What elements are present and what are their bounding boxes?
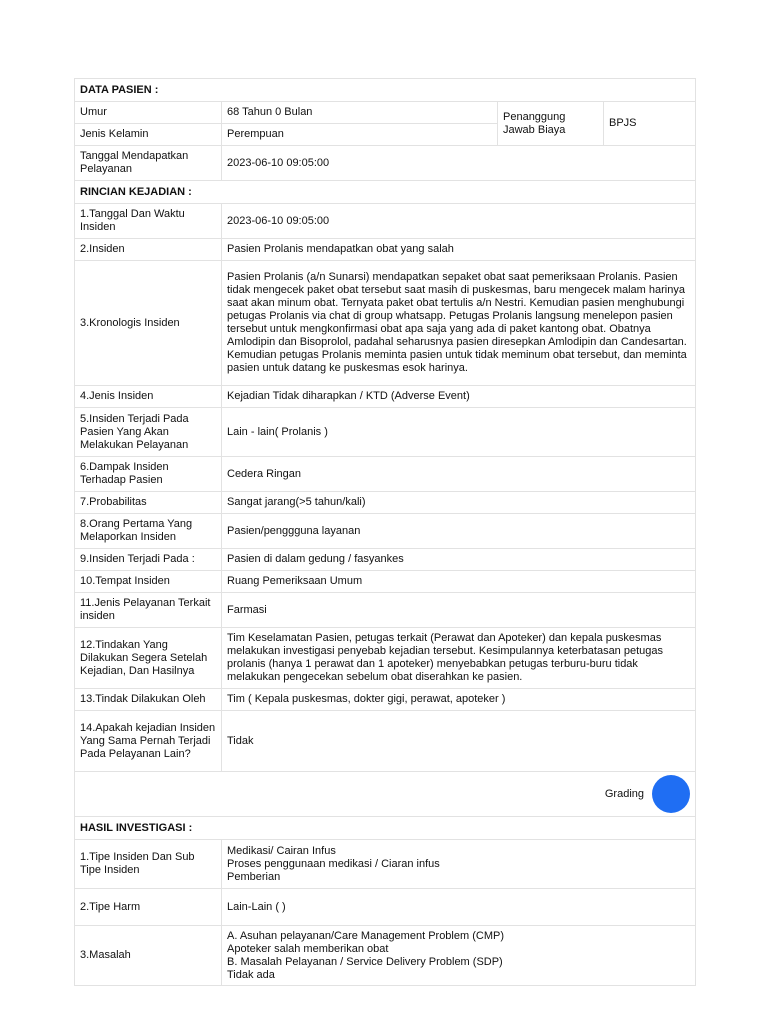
table-row xyxy=(75,571,696,593)
section-header-row xyxy=(75,817,696,840)
row-label: 5.Insiden Terjadi Pada Pasien Yang Akan Melakukan Pelayanan xyxy=(75,408,222,457)
row-label: 13.Tindak Dilakukan Oleh xyxy=(75,689,222,711)
table-row xyxy=(75,514,696,549)
row-value: Tidak xyxy=(222,711,696,772)
row-label: 2.Tipe Harm xyxy=(75,889,222,926)
row-label: 1.Tipe Insiden Dan Sub Tipe Insiden xyxy=(75,840,222,889)
row-value: Cedera Ringan xyxy=(222,457,696,492)
table-row xyxy=(75,889,696,926)
table-row xyxy=(75,457,696,492)
rincian-kejadian-header: RINCIAN KEJADIAN : xyxy=(75,181,696,204)
row-value: A. Asuhan pelayanan/Care Management Problem (CMP) Apoteker salah memberikan obat B. Masalah Pelayanan / Service Delivery Problem (SDP) Tidak ada xyxy=(222,926,696,986)
grading-row xyxy=(75,772,696,817)
row-label: 11.Jenis Pelayanan Terkait insiden xyxy=(75,593,222,628)
tanggal-pelayanan-value: 2023-06-10 09:05:00 xyxy=(222,146,696,181)
row-value: Medikasi/ Cairan Infus Proses penggunaan medikasi / Ciaran infus Pemberian xyxy=(222,840,696,889)
row-label: 1.Tanggal Dan Waktu Insiden xyxy=(75,204,222,239)
row-value: Pasien/penggguna layanan xyxy=(222,514,696,549)
table-row xyxy=(75,492,696,514)
row-value: Sangat jarang(>5 tahun/kali) xyxy=(222,492,696,514)
table-row xyxy=(75,549,696,571)
table-row xyxy=(75,261,696,386)
row-value: Pasien Prolanis mendapatkan obat yang salah xyxy=(222,239,696,261)
section-header-row xyxy=(75,181,696,204)
table-row xyxy=(75,926,696,986)
row-label: 4.Jenis Insiden xyxy=(75,386,222,408)
table-row xyxy=(75,102,696,124)
row-label: 8.Orang Pertama Yang Melaporkan Insiden xyxy=(75,514,222,549)
table-row xyxy=(75,408,696,457)
table-row xyxy=(75,204,696,239)
penanggung-jawab-value: BPJS xyxy=(604,102,696,146)
row-label: 3.Masalah xyxy=(75,926,222,986)
row-label: 10.Tempat Insiden xyxy=(75,571,222,593)
row-value: Tim Keselamatan Pasien, petugas terkait (Perawat dan Apoteker) dan kepala puskesmas melakukan investigasi penyebab kejadian tersebut. Kesimpulannya keterbatasan petugas prolanis (hanya 1 perawat dan 1 apoteker) menyebabkan petugas terburu-buru tidak melakukan pengecekan sebelum obat diserahkan ke pasien. xyxy=(222,628,696,689)
table-row xyxy=(75,146,696,181)
table-row xyxy=(75,628,696,689)
table-row xyxy=(75,239,696,261)
row-label: 7.Probabilitas xyxy=(75,492,222,514)
incident-report-table xyxy=(74,78,696,986)
row-value: Lain-Lain ( ) xyxy=(222,889,696,926)
jenis-kelamin-label: Jenis Kelamin xyxy=(75,124,222,146)
row-value: Farmasi xyxy=(222,593,696,628)
tanggal-pelayanan-label: Tanggal Mendapatkan Pelayanan xyxy=(75,146,222,181)
table-row xyxy=(75,593,696,628)
row-value: Pasien di dalam gedung / fasyankes xyxy=(222,549,696,571)
jenis-kelamin-value: Perempuan xyxy=(222,124,498,146)
grading-indicator xyxy=(652,775,690,813)
row-label: 3.Kronologis Insiden xyxy=(75,261,222,386)
row-label: 6.Dampak Insiden Terhadap Pasien xyxy=(75,457,222,492)
table-row xyxy=(75,386,696,408)
grading-cell xyxy=(75,772,696,817)
table-row xyxy=(75,711,696,772)
table-row xyxy=(75,689,696,711)
data-pasien-header: DATA PASIEN : xyxy=(75,79,696,102)
row-label: 12.Tindakan Yang Dilakukan Segera Setelah Kejadian, Dan Hasilnya xyxy=(75,628,222,689)
row-value: Ruang Pemeriksaan Umum xyxy=(222,571,696,593)
table-row xyxy=(75,840,696,889)
umur-value: 68 Tahun 0 Bulan xyxy=(222,102,498,124)
grading-label: Grading xyxy=(604,787,644,800)
section-header-row xyxy=(75,79,696,102)
row-value: Lain - lain( Prolanis ) xyxy=(222,408,696,457)
penanggung-jawab-label: Penanggung Jawab Biaya xyxy=(498,102,604,146)
row-label: 9.Insiden Terjadi Pada : xyxy=(75,549,222,571)
grading-container xyxy=(80,775,690,813)
umur-label: Umur xyxy=(75,102,222,124)
row-value: Pasien Prolanis (a/n Sunarsi) mendapatkan sepaket obat saat pemeriksaan Prolanis. Pasien tidak mengecek paket obat tersebut saat masih di puskesmas, baru mengecek malam harinya saat akan minum obat. Ternyata paket obat tertulis a/n Nestri. Kemudian pasien menghubungi petugas Prolanis via chat di group whatsapp. Petugas Prolanis langsung menelepon pasien tersebut untuk mengkonfirmasi obat apa saja yang ada di paket kantong obat. Obatnya Amlodipin dan Bisoprolol, padahal seharusnya pasien diresepkan Amlodipin dan Candesartan. Kemudian petugas Prolanis meminta pasien untuk tidak meminum obat tersebut, dan meminta pasien untuk datang ke puskesmas esok harinya. xyxy=(222,261,696,386)
hasil-investigasi-header: HASIL INVESTIGASI : xyxy=(75,817,696,840)
row-value: 2023-06-10 09:05:00 xyxy=(222,204,696,239)
row-value: Tim ( Kepala puskesmas, dokter gigi, perawat, apoteker ) xyxy=(222,689,696,711)
row-label: 2.Insiden xyxy=(75,239,222,261)
row-label: 14.Apakah kejadian Insiden Yang Sama Pernah Terjadi Pada Pelayanan Lain? xyxy=(75,711,222,772)
row-value: Kejadian Tidak diharapkan / KTD (Adverse Event) xyxy=(222,386,696,408)
